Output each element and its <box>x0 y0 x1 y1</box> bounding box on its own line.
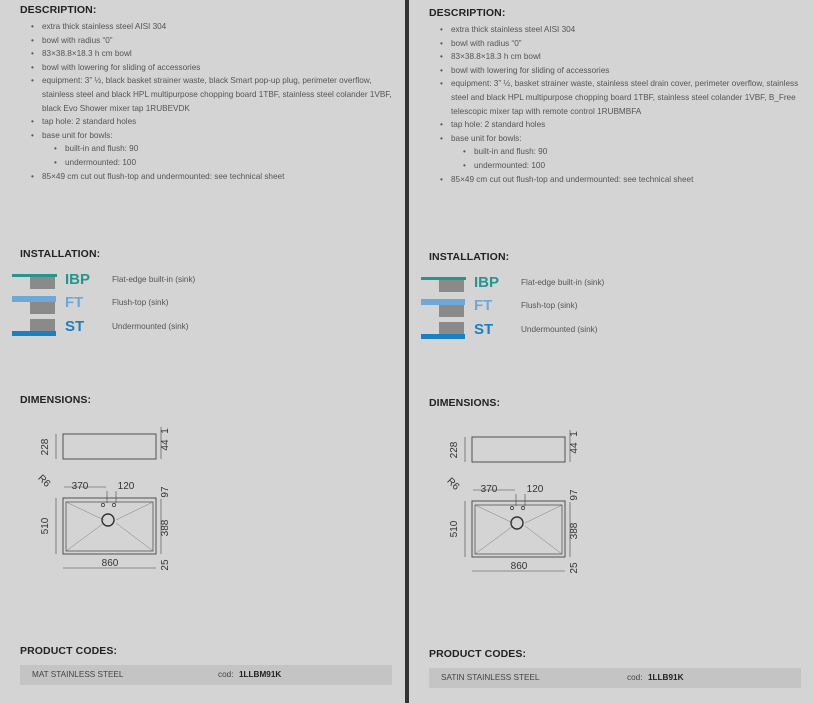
dim-label: 25 <box>569 562 579 574</box>
tap-hole <box>510 506 513 509</box>
tap-hole <box>101 503 104 506</box>
sink-technical-drawing <box>429 418 579 588</box>
finish-label: SATIN STAINLESS STEEL <box>441 673 540 682</box>
description-section <box>429 7 802 186</box>
product-code: 1LLB91K <box>648 673 684 682</box>
description-title: DESCRIPTION: <box>429 7 506 19</box>
install-label: Undermounted (sink) <box>521 325 598 334</box>
dim-label: 510 <box>40 517 51 535</box>
dim-label: 860 <box>510 561 528 572</box>
dimension-drawing <box>429 418 579 588</box>
finish-label: MAT STAINLESS STEEL <box>32 670 124 679</box>
dimensions-title: DIMENSIONS: <box>429 397 501 409</box>
list-item: • built-in and flush: 90 <box>474 145 802 159</box>
dim-label: 1 <box>160 428 170 434</box>
dim-label: 120 <box>526 484 544 495</box>
dim-label: 860 <box>101 558 119 569</box>
description-title: DESCRIPTION: <box>20 4 97 16</box>
dim-label: 388 <box>569 522 579 540</box>
install-code: ST <box>65 318 85 335</box>
install-label: Undermounted (sink) <box>112 322 189 331</box>
installation-title: INSTALLATION: <box>429 251 510 263</box>
install-label: Flat-edge built-in (sink) <box>112 275 196 284</box>
sink-side-outline <box>472 437 565 462</box>
dim-label: R6 <box>444 475 462 493</box>
base-unit-list <box>451 145 802 172</box>
list-item: • 85×49 cm cut out flush-top and undermounted: see technical sheet <box>42 170 393 184</box>
install-ibp <box>10 270 340 292</box>
dim-label: 510 <box>449 520 460 538</box>
install-code: IBP <box>65 271 91 288</box>
installation-title-wrap <box>429 251 802 263</box>
installation-title: INSTALLATION: <box>20 248 101 260</box>
list-item <box>451 132 802 173</box>
dim-label: 370 <box>480 484 498 495</box>
install-code: FT <box>474 297 493 314</box>
codes-title-wrap <box>20 645 393 657</box>
install-code: FT <box>65 294 84 311</box>
install-ft <box>419 296 749 318</box>
product-code-row <box>429 668 801 688</box>
dimensions-title: DIMENSIONS: <box>20 394 92 406</box>
product-panel-satin <box>409 0 814 703</box>
list-item: • bowl with lowering for sliding of accessories <box>42 61 393 75</box>
dimension-drawing <box>20 415 170 585</box>
install-code: ST <box>474 321 494 338</box>
list-item: • undermounted: 100 <box>65 156 393 170</box>
list-item: • 85×49 cm cut out flush-top and undermounted: see technical sheet <box>451 173 802 187</box>
base-unit-list <box>42 142 393 169</box>
dim-label: 44 <box>160 439 170 451</box>
list-item: • tap hole: 2 standard holes <box>42 115 393 129</box>
list-item: • 83×38.8×18.3 h cm bowl <box>451 50 802 64</box>
codes-title-wrap <box>429 648 802 660</box>
sink-technical-drawing <box>20 415 170 585</box>
list-item: • extra thick stainless steel AISI 304 <box>42 20 393 34</box>
install-label: Flat-edge built-in (sink) <box>521 278 605 287</box>
install-st <box>10 317 340 339</box>
product-code: 1LLBM91K <box>239 670 282 679</box>
list-item: • extra thick stainless steel AISI 304 <box>451 23 802 37</box>
dim-label: 97 <box>160 486 170 498</box>
description-list <box>429 23 802 186</box>
list-item: • undermounted: 100 <box>474 159 802 173</box>
description-list <box>20 20 393 183</box>
dimensions-title-wrap <box>429 397 802 409</box>
list-item: • built-in and flush: 90 <box>65 142 393 156</box>
dim-label: 228 <box>449 441 460 459</box>
install-ibp <box>419 273 749 295</box>
list-item: • tap hole: 2 standard holes <box>451 118 802 132</box>
list-item: • bowl with lowering for sliding of accessories <box>451 64 802 78</box>
product-panel-mat <box>0 0 405 703</box>
sink-side-outline <box>63 434 156 459</box>
install-st <box>419 320 749 342</box>
dim-label: 228 <box>40 438 51 456</box>
install-code: IBP <box>474 274 500 291</box>
list-item: • bowl with radius “0” <box>451 37 802 51</box>
list-item <box>42 129 393 170</box>
list-item: • 83×38.8×18.3 h cm bowl <box>42 47 393 61</box>
product-codes-title: PRODUCT CODES: <box>429 648 527 660</box>
tap-hole <box>521 506 524 509</box>
dim-label: 97 <box>569 489 579 501</box>
dimensions-title-wrap <box>20 394 393 406</box>
code-prefix: cod: <box>627 673 643 682</box>
base-unit-label: base unit for bowls: <box>451 133 522 143</box>
dim-label: 1 <box>569 431 579 437</box>
install-label: Flush-top (sink) <box>112 298 169 307</box>
dim-label: 25 <box>160 559 170 571</box>
dim-label: R6 <box>35 472 53 490</box>
base-unit-label: base unit for bowls: <box>42 130 113 140</box>
dim-label: 120 <box>117 481 135 492</box>
dim-label: 388 <box>160 519 170 537</box>
dim-label: 370 <box>71 481 89 492</box>
product-codes-title: PRODUCT CODES: <box>20 645 118 657</box>
dim-label: 44 <box>569 442 579 454</box>
list-item: • equipment: 3” ½, basket strainer waste, stainless steel drain cover, perimeter overflow, stainless steel and black HPL multipurpose chopping board 1TBF, stainless steel colander 1VBF, B_Free telescopic mixer tap with remote control 1RUBMBFA <box>451 77 802 118</box>
install-ft <box>10 293 340 315</box>
tap-hole <box>112 503 115 506</box>
code-prefix: cod: <box>218 670 234 679</box>
product-code-row <box>20 665 392 685</box>
list-item: • equipment: 3” ½, black basket strainer waste, black Smart pop-up plug, perimeter overflow, stainless steel and black HPL multipurpose chopping board 1TBF, stainless steel colander 1VBF, black Evo Shower mixer tap 1RUBEVDK <box>42 74 393 115</box>
installation-title-wrap <box>20 248 393 260</box>
description-section <box>20 4 393 183</box>
list-item: • bowl with radius “0” <box>42 34 393 48</box>
install-label: Flush-top (sink) <box>521 301 578 310</box>
